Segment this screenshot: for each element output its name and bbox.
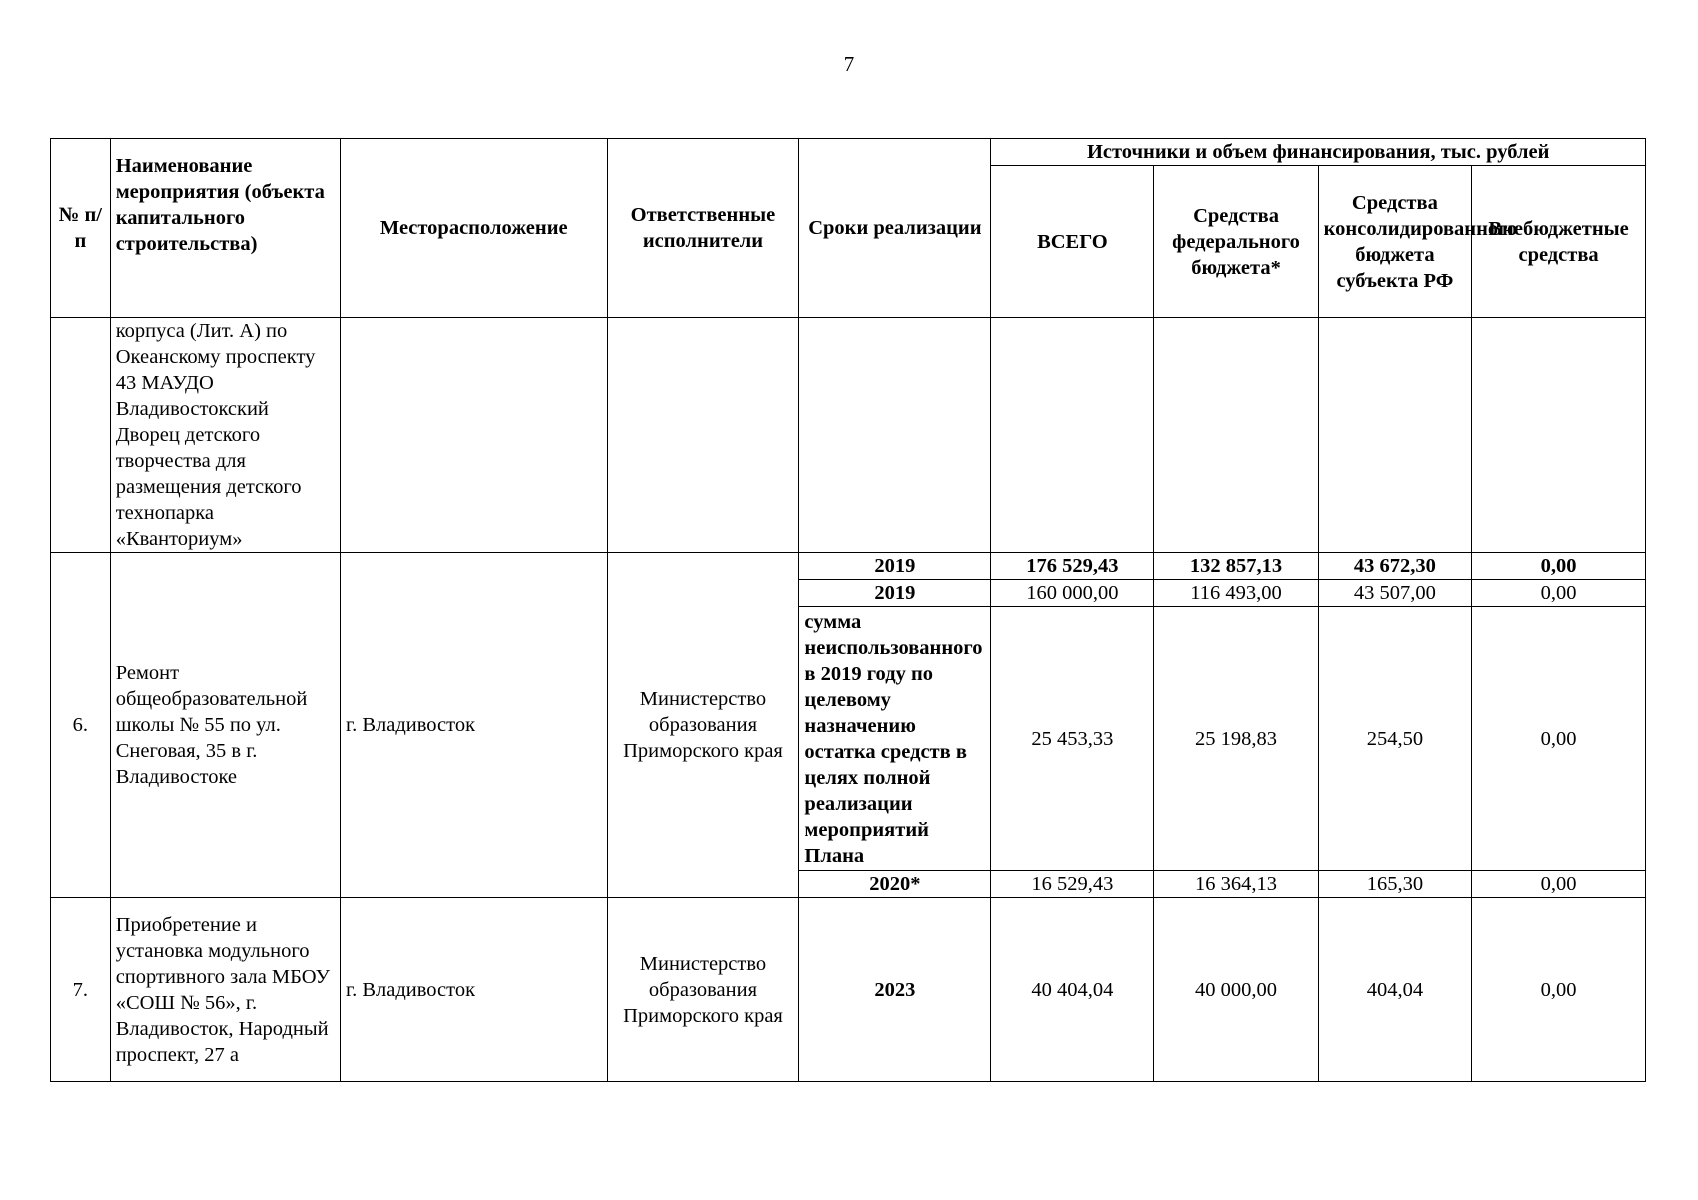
row6-regional: 43 672,30	[1318, 553, 1472, 580]
row6-term: 2019	[799, 580, 991, 607]
cont-name: корпуса (Лит. А) по Океанскому проспекту 43 МАУДО Владивостокский Дворец детского творчества для размещения детского технопарка «Кванториум»	[110, 318, 340, 553]
header-num: № п/п	[51, 139, 111, 318]
row7-total: 40 404,04	[991, 898, 1154, 1082]
row6-total: 16 529,43	[991, 871, 1154, 898]
cont-empty-cell	[607, 318, 799, 553]
header-federal: Средства федерального бюджета*	[1154, 166, 1318, 318]
header-name: Наименование мероприятия (объекта капитального строительства)	[110, 139, 340, 318]
row6-offbudget: 0,00	[1472, 871, 1646, 898]
row6-federal: 132 857,13	[1154, 553, 1318, 580]
table-row	[51, 318, 1646, 553]
row6-offbudget: 0,00	[1472, 580, 1646, 607]
row6-term: 2020*	[799, 871, 991, 898]
header-offbudget: Внебюджетные средства	[1472, 166, 1646, 318]
row6-federal: 16 364,13	[1154, 871, 1318, 898]
row6-regional: 254,50	[1318, 607, 1472, 871]
cont-empty-cell	[991, 318, 1154, 553]
header-regional: Средства консолидированного бюджета субъекта РФ	[1318, 166, 1472, 318]
header-sources: Источники и объем финансирования, тыс. рублей	[991, 139, 1646, 166]
row6-num: 6.	[51, 553, 111, 898]
row6-total: 25 453,33	[991, 607, 1154, 871]
header-executors: Ответственные исполнители	[607, 139, 799, 318]
row7-num: 7.	[51, 898, 111, 1082]
row7-executor: Министерство образования Приморского края	[607, 898, 799, 1082]
row7-term: 2023	[799, 898, 991, 1082]
cont-num-cell	[51, 318, 111, 553]
row6-executor: Министерство образования Приморского края	[607, 553, 799, 898]
header-location: Месторасположение	[340, 139, 607, 318]
cont-empty-cell	[1154, 318, 1318, 553]
cont-empty-cell	[340, 318, 607, 553]
page-number: 7	[843, 52, 855, 76]
row6-offbudget: 0,00	[1472, 607, 1646, 871]
cont-empty-cell	[799, 318, 991, 553]
row6-term: 2019	[799, 553, 991, 580]
row6-offbudget: 0,00	[1472, 553, 1646, 580]
row7-offbudget: 0,00	[1472, 898, 1646, 1082]
row6-total: 176 529,43	[991, 553, 1154, 580]
row6-federal: 116 493,00	[1154, 580, 1318, 607]
row7-location: г. Владивосток	[340, 898, 607, 1082]
row7-federal: 40 000,00	[1154, 898, 1318, 1082]
cont-empty-cell	[1472, 318, 1646, 553]
row6-term-note: сумма неиспользованного в 2019 году по целевому назначению остатка средств в целях полной реализации мероприятий Плана	[799, 607, 991, 871]
row6-total: 160 000,00	[991, 580, 1154, 607]
row6-federal: 25 198,83	[1154, 607, 1318, 871]
table-row	[51, 898, 1646, 1082]
row6-regional: 165,30	[1318, 871, 1472, 898]
header-total: ВСЕГО	[991, 166, 1154, 318]
table-row	[51, 553, 1646, 580]
financing-table	[50, 138, 1646, 1082]
row7-regional: 404,04	[1318, 898, 1472, 1082]
row6-name: Ремонт общеобразовательной школы № 55 по ул. Снеговая, 35 в г. Владивостоке	[110, 553, 340, 898]
header-row-1	[51, 139, 1646, 166]
header-terms: Сроки реализации	[799, 139, 991, 318]
cont-empty-cell	[1318, 318, 1472, 553]
row6-location: г. Владивосток	[340, 553, 607, 898]
row6-regional: 43 507,00	[1318, 580, 1472, 607]
row7-name: Приобретение и установка модульного спортивного зала МБОУ «СОШ № 56», г. Владивосток, Народный проспект, 27 а	[110, 898, 340, 1082]
